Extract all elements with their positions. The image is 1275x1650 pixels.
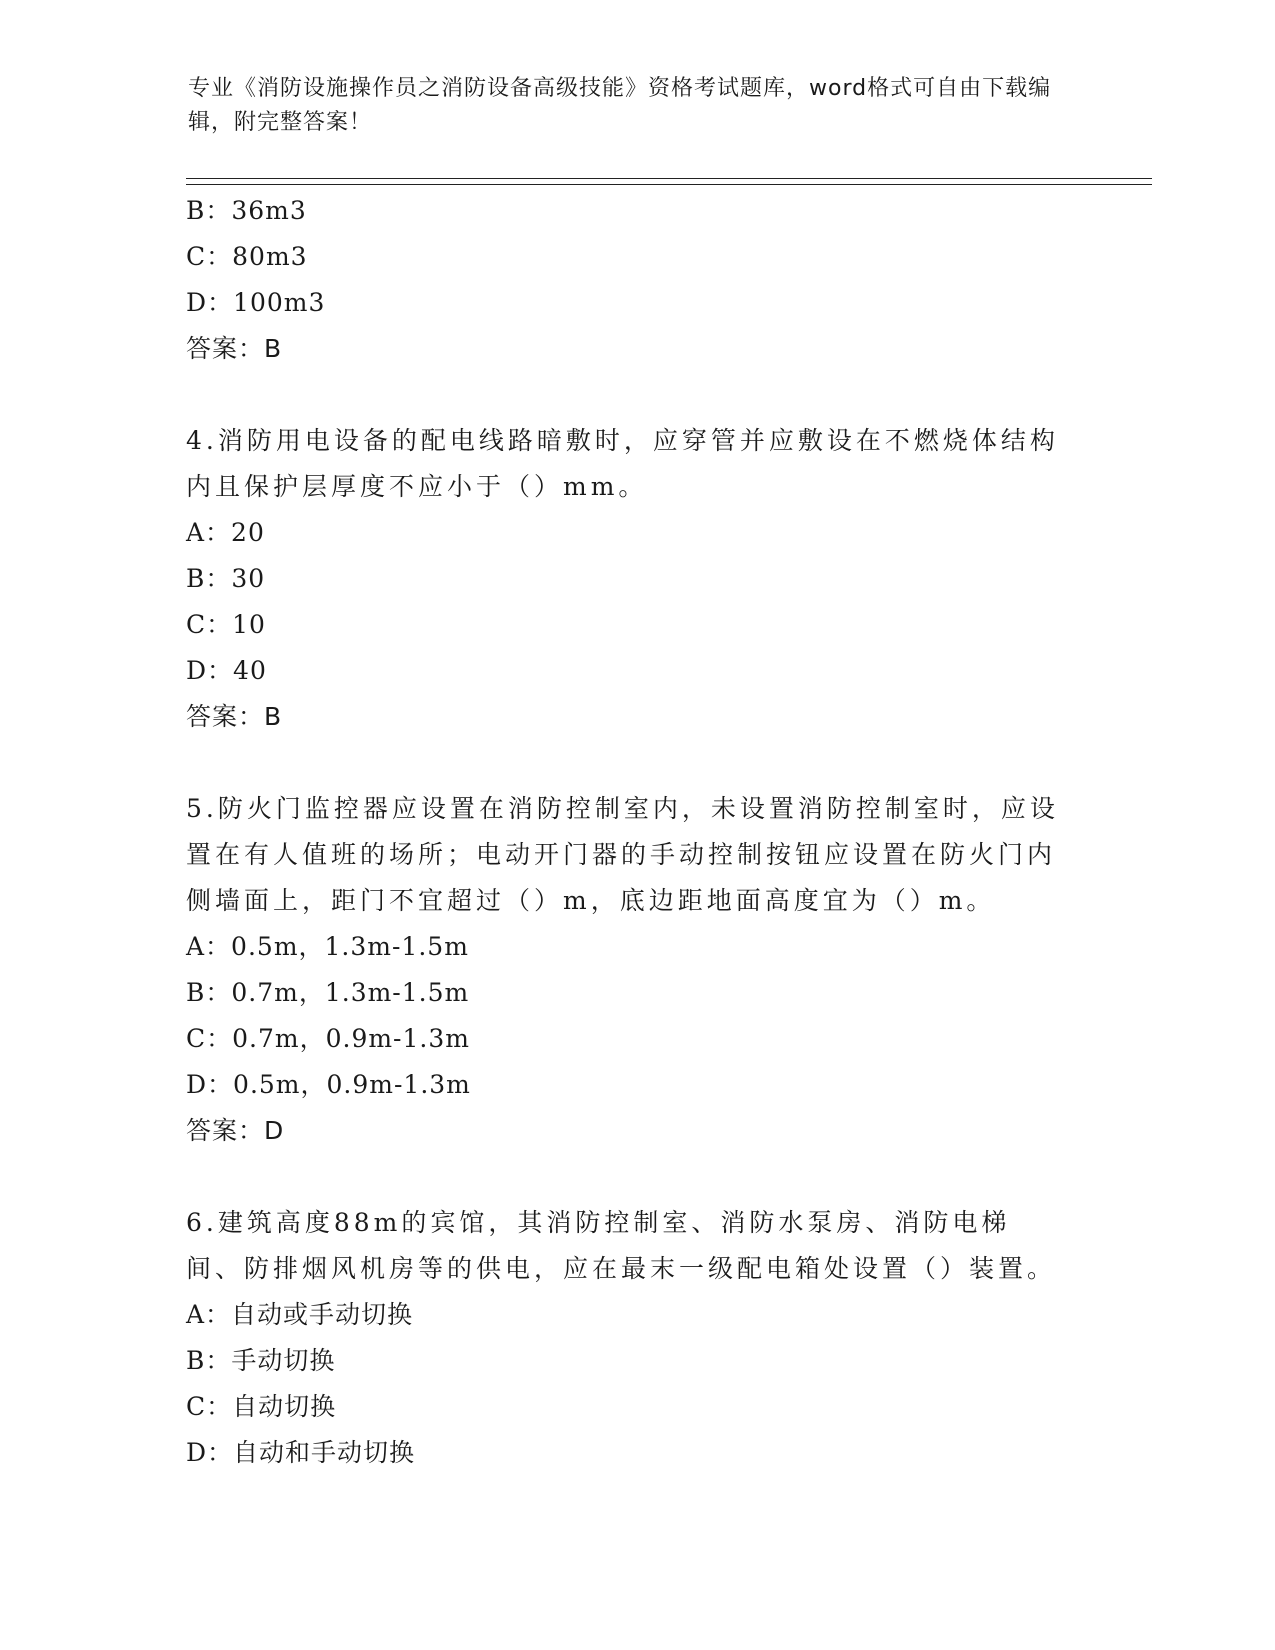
answer-line: 答案：B (186, 334, 283, 363)
header-divider (186, 178, 1152, 185)
question-6 (186, 1200, 1066, 1476)
option-d: D：0.5m，0.9m-1.3m (186, 1070, 471, 1099)
option-c: C：80m3 (186, 242, 308, 271)
question-5 (186, 786, 1066, 1154)
answer-line: 答案：D (186, 1116, 285, 1145)
option-c: C：10 (186, 610, 266, 639)
question-text: 5.防火门监控器应设置在消防控制室内，未设置消防控制室时，应设置在有人值班的场所；电动开门器的手动控制按钮应设置在防火门内侧墙面上，距门不宜超过（）m，底边距地面高度宜为（）m。 (186, 794, 1059, 915)
option-b: B：30 (186, 564, 266, 593)
option-b: B：0.7m，1.3m-1.5m (186, 978, 470, 1007)
answer-line: 答案：B (186, 702, 283, 731)
option-c: C：0.7m，0.9m-1.3m (186, 1024, 470, 1053)
document-header: 专业《消防设施操作员之消防设备高级技能》资格考试题库，word格式可自由下载编辑，附完整答案！ (188, 76, 1052, 135)
option-b: B：36m3 (186, 196, 307, 225)
question-content (186, 188, 1066, 1476)
option-b: B：手动切换 (186, 1346, 336, 1375)
question-text: 4.消防用电设备的配电线路暗敷时，应穿管并应敷设在不燃烧体结构内且保护层厚度不应小于（）mm。 (186, 426, 1059, 501)
option-d: D：100m3 (186, 288, 326, 317)
question-text: 6.建筑高度88m的宾馆，其消防控制室、消防水泵房、消防电梯间、防排烟风机房等的供电，应在最末一级配电箱处设置（）装置。 (186, 1208, 1057, 1283)
option-a: A：0.5m，1.3m-1.5m (186, 932, 469, 961)
option-c: C：自动切换 (186, 1392, 337, 1421)
option-d: D：自动和手动切换 (186, 1438, 416, 1467)
option-a: A：自动或手动切换 (186, 1300, 414, 1329)
option-a: A：20 (186, 518, 265, 547)
option-d: D：40 (186, 656, 267, 685)
partial-question (186, 188, 1066, 372)
question-4 (186, 418, 1066, 740)
